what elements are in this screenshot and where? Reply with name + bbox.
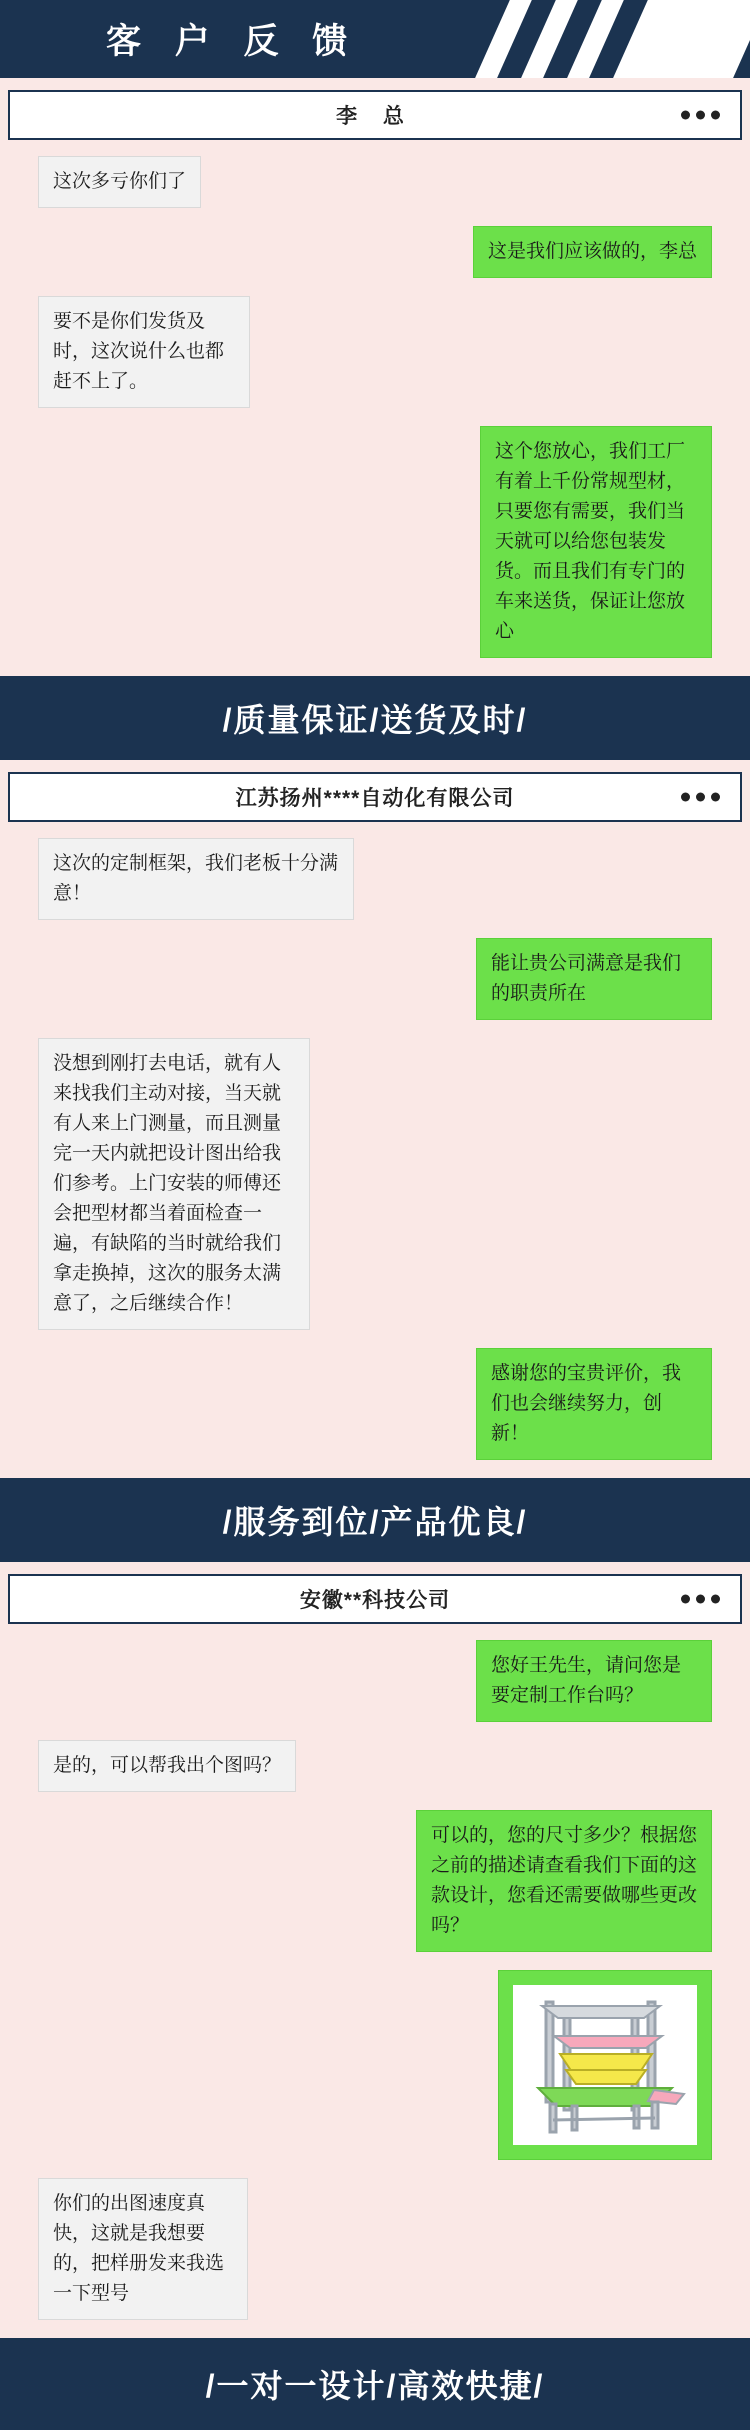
message-row (10, 1970, 740, 2160)
message-row (10, 838, 740, 920)
message-bubble-outgoing: 您好王先生，请问您是要定制工作台吗？ (476, 1640, 712, 1722)
message-row (10, 1038, 740, 1330)
chat-header-3[interactable] (8, 1574, 742, 1624)
page-title: 客 户 反 馈 (106, 22, 360, 61)
banner-stripes-decoration (420, 0, 750, 78)
message-row (10, 938, 740, 1020)
conversation-1 (0, 90, 750, 676)
message-bubble-incoming: 要不是你们发货及时，这次说什么也都赶不上了。 (38, 296, 250, 408)
chat-header-1[interactable] (8, 90, 742, 140)
more-options-icon[interactable] (681, 111, 720, 120)
divider-text: /服务到位/产品优良/ (222, 1504, 528, 1540)
message-row (10, 296, 740, 408)
message-list-2 (0, 822, 750, 1478)
divider-text: /一对一设计/高效快捷/ (205, 2368, 545, 2404)
message-row (10, 226, 740, 278)
message-list-1 (0, 140, 750, 676)
message-bubble-incoming: 是的，可以帮我出个图吗？ (38, 1740, 296, 1792)
divider-banner-footer (0, 2338, 750, 2430)
message-bubble-outgoing: 可以的，您的尺寸多少？根据您之前的描述请查看我们下面的这款设计，您看还需要做哪些更改吗？ (416, 1810, 712, 1952)
contact-name: 江苏扬州****自动化有限公司 (235, 787, 515, 810)
message-bubble-incoming: 没想到刚打去电话，就有人来找我们主动对接，当天就有人来上门测量，而且测量完一天内就把设计图出给我们参考。上门安装的师傅还会把型材都当着面检查一遍，有缺陷的当时就给我们拿走换掉，这次的服务太满意了，之后继续合作！ (38, 1038, 310, 1330)
message-bubble-outgoing: 感谢您的宝贵评价，我们也会继续努力，创新！ (476, 1348, 712, 1460)
message-row (10, 1810, 740, 1952)
message-bubble-incoming: 你们的出图速度真快，这就是我想要的，把样册发来我选一下型号 (38, 2178, 248, 2320)
message-row (10, 2178, 740, 2320)
message-row (10, 1640, 740, 1722)
divider-banner-1 (0, 676, 750, 760)
message-bubble-outgoing: 这个您放心，我们工厂有着上千份常规型材，只要您有需要，我们当天就可以给您包装发货。而且我们有专门的车来送货，保证让您放心 (480, 426, 712, 658)
workbench-drawing-icon (520, 1990, 690, 2140)
more-options-icon[interactable] (681, 793, 720, 802)
message-bubble-outgoing: 这是我们应该做的，李总 (473, 226, 712, 278)
message-bubble-outgoing: 能让贵公司满意是我们的职责所在 (476, 938, 712, 1020)
message-row (10, 1348, 740, 1460)
message-bubble-incoming: 这次多亏你们了 (38, 156, 201, 208)
message-list-3 (0, 1624, 750, 2338)
message-bubble-incoming: 这次的定制框架，我们老板十分满意！ (38, 838, 354, 920)
message-bubble-image[interactable] (498, 1970, 712, 2160)
conversation-2 (0, 772, 750, 1478)
divider-text: /质量保证/送货及时/ (222, 702, 528, 738)
conversation-3 (0, 1574, 750, 2338)
contact-name: 安徽**科技公司 (299, 1589, 451, 1612)
message-row (10, 426, 740, 658)
contact-name: 李 总 (336, 105, 414, 128)
message-row (10, 1740, 740, 1792)
more-options-icon[interactable] (681, 1595, 720, 1604)
page-banner (0, 0, 750, 78)
workbench-design-image (513, 1985, 697, 2145)
chat-header-2[interactable] (8, 772, 742, 822)
message-row (10, 156, 740, 208)
divider-banner-2 (0, 1478, 750, 1562)
